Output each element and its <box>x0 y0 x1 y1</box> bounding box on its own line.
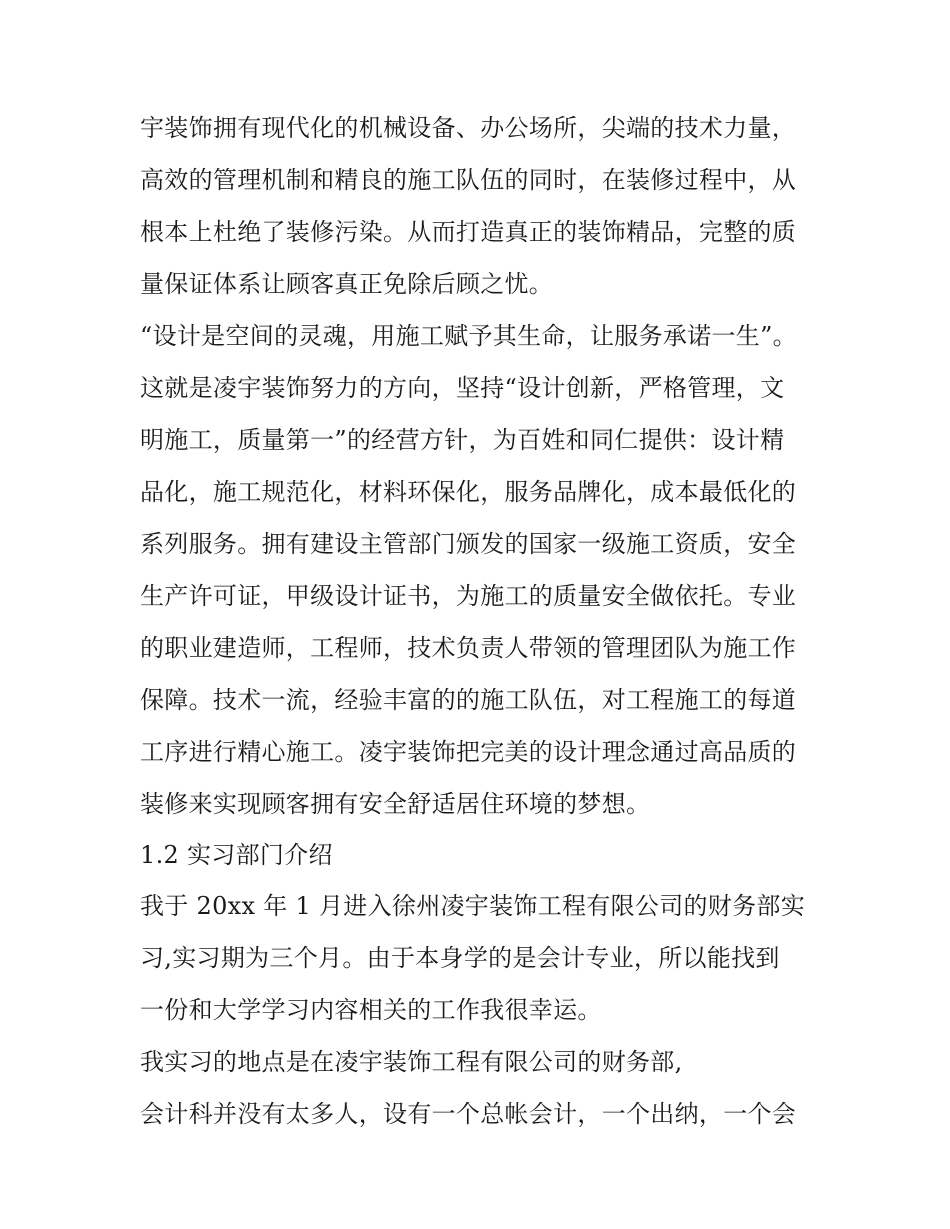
paragraph-2-line-8: 保障。技术一流，经验丰富的的施工队伍，对工程施工的每道 <box>140 686 797 714</box>
paragraph-2-line-2: 这就是凌宇装饰努力的方向，坚持“设计创新，严格管理，文 <box>140 374 785 402</box>
paragraph-2-line-4: 品化，施工规范化，材料环保化，服务品牌化，成本最低化的 <box>140 478 797 506</box>
section-heading: 1.2 实习部门介绍 <box>140 841 333 869</box>
paragraph-3-line-2: 习,实习期为三个月。由于本身学的是会计专业，所以能找到 <box>140 944 780 972</box>
paragraph-1-line-4: 量保证体系让顾客真正免除后顾之忧。 <box>140 270 554 298</box>
paragraph-3-line-3: 一份和大学学习内容相关的工作我很幸运。 <box>140 996 602 1024</box>
paragraph-2-line-3: 明施工，质量第一”的经营方针，为百姓和同仁提供：设计精 <box>140 426 785 454</box>
paragraph-2-line-5: 系列服务。拥有建设主管部门颁发的国家一级施工资质，安全 <box>140 530 797 558</box>
document-body <box>140 102 820 1140</box>
paragraph-2-line-1: “设计是空间的灵魂，用施工赋予其生命，让服务承诺一生”。 <box>140 322 797 350</box>
paragraph-2-line-6: 生产许可证，甲级设计证书，为施工的质量安全做依托。专业 <box>140 582 797 610</box>
paragraph-3-line-1: 我于 20xx 年 1 月进入徐州凌宇装饰工程有限公司的财务部实 <box>140 892 805 920</box>
paragraph-4-line-1: 我实习的地点是在凌宇装饰工程有限公司的财务部, <box>140 1048 683 1076</box>
paragraph-1-line-2: 高效的管理机制和精良的施工队伍的同时，在装修过程中，从 <box>140 166 797 194</box>
paragraph-2-line-9: 工序进行精心施工。凌宇装饰把完美的设计理念通过高品质的 <box>140 738 797 766</box>
paragraph-1-line-3: 根本上杜绝了装修污染。从而打造真正的装饰精品，完整的质 <box>140 218 797 246</box>
paragraph-1-line-1: 宇装饰拥有现代化的机械设备、办公场所，尖端的技术力量， <box>140 114 797 142</box>
paragraph-2-line-10: 装修来实现顾客拥有安全舒适居住环境的梦想。 <box>140 790 651 818</box>
paragraph-2-line-7: 的职业建造师，工程师，技术负责人带领的管理团队为施工作 <box>140 634 797 662</box>
paragraph-5-line-1: 会计科并没有太多人，设有一个总帐会计，一个出纳，一个会 <box>140 1100 797 1128</box>
